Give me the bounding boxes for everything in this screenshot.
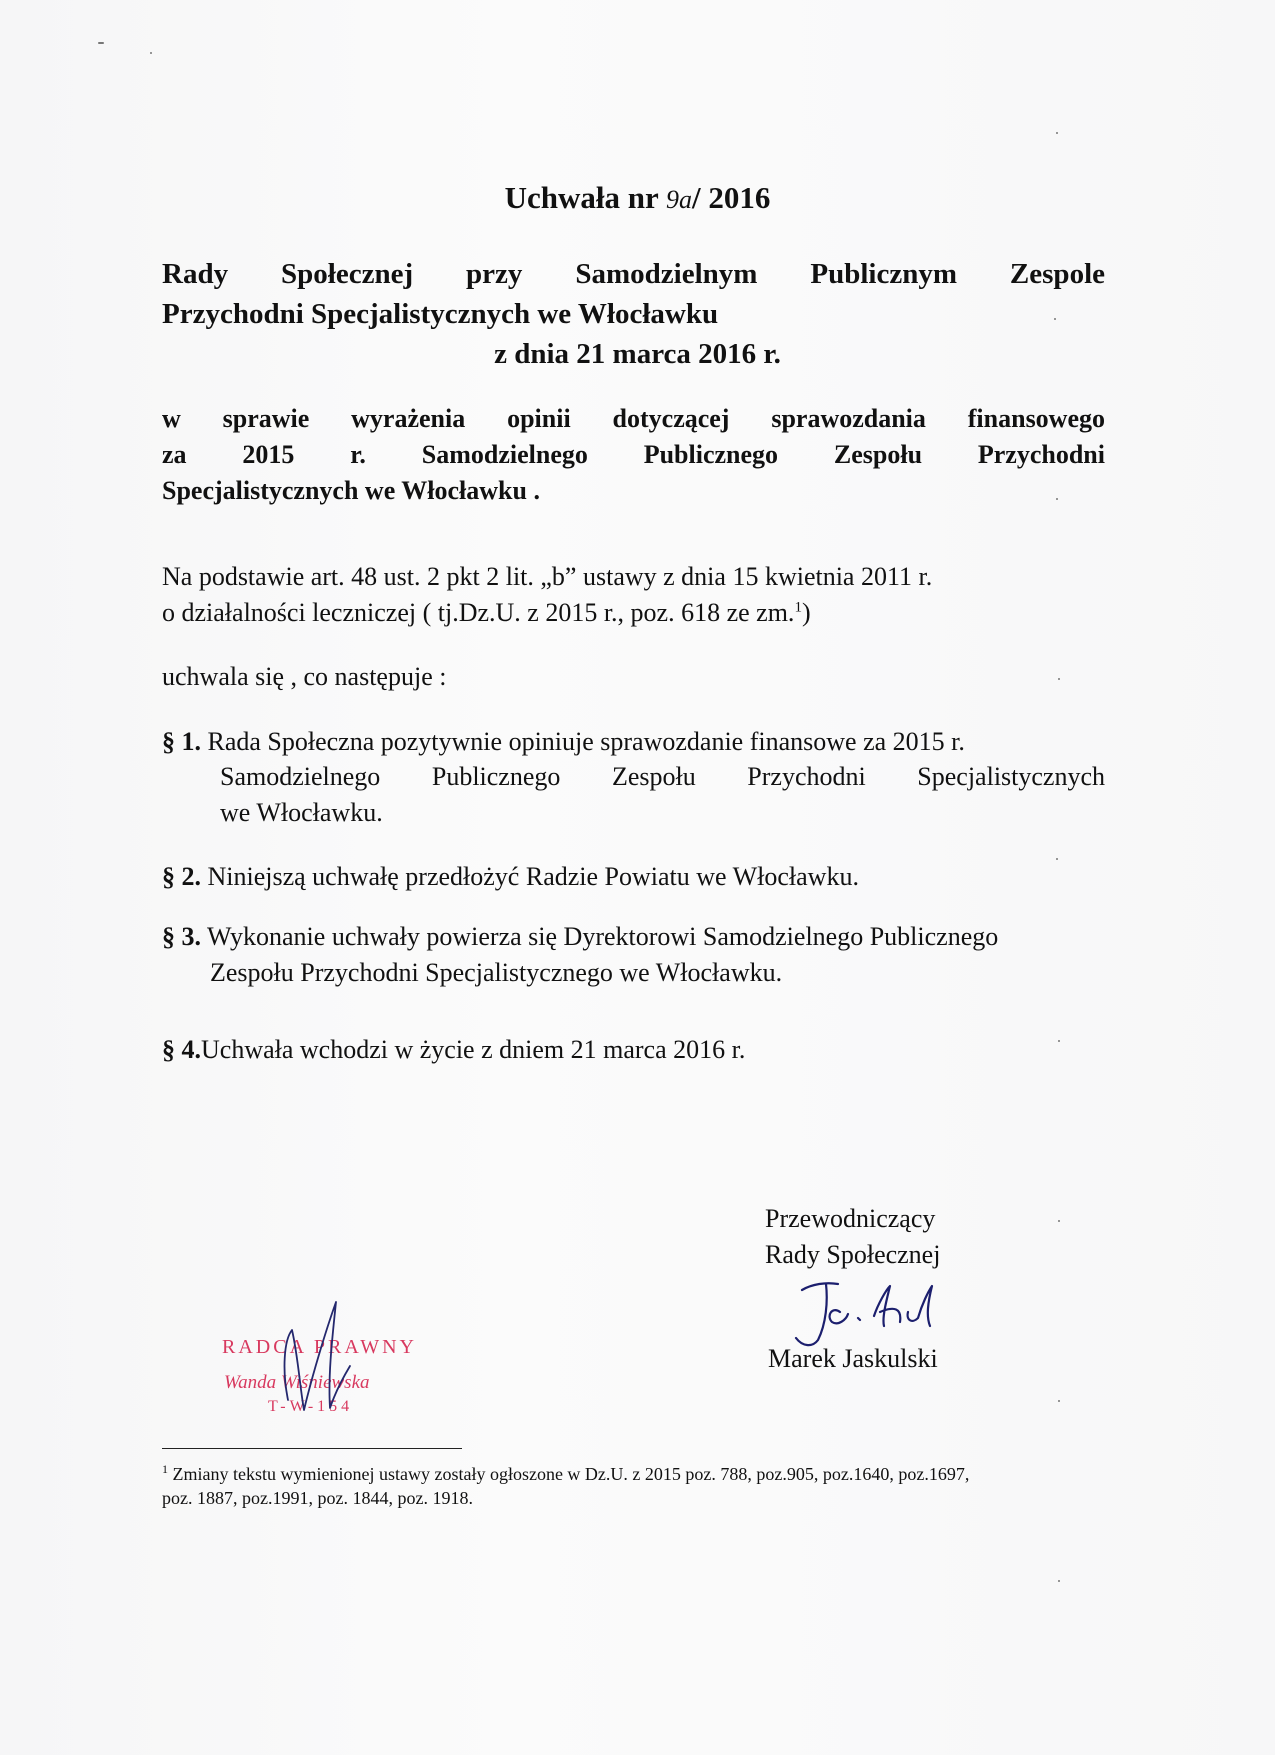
section-mark: § 4.	[162, 1035, 201, 1064]
section-mark: § 1.	[162, 727, 201, 756]
scan-speck	[1056, 498, 1058, 500]
scan-speck	[1056, 132, 1058, 134]
scan-speck	[1056, 858, 1058, 860]
scan-speck	[1058, 678, 1060, 680]
section-3	[162, 922, 998, 952]
resolution-title	[0, 180, 1275, 216]
resolution-date: z dnia 21 marca 2016 r.	[494, 338, 781, 370]
legal-basis-close: )	[801, 598, 811, 627]
footnote-reference: 1	[794, 599, 802, 616]
issuing-body-line-1: Rady Społecznej przy Samodzielnym Publicznym Zespole	[162, 258, 1105, 290]
signatory-name: Marek Jaskulski	[768, 1344, 938, 1373]
scan-speck	[1054, 318, 1056, 320]
scan-speck	[1058, 1400, 1060, 1402]
scan-speck	[98, 42, 104, 44]
section-text: Wykonanie uchwały powierza się Dyrektorowi Samodzielnego Publicznego	[207, 922, 999, 951]
stamp-number: T-W-154	[268, 1398, 354, 1415]
stamp-title: RADCA PRAWNY	[222, 1336, 417, 1358]
issuing-body-line-2: Przychodni Specjalistycznych we Włocławku	[162, 298, 719, 330]
stamp-name: Wanda Wiśniewska	[224, 1372, 370, 1393]
section-3-line-2: Zespołu Przychodni Specjalistycznego we Włocławku.	[210, 958, 783, 987]
handwritten-number: 9a	[665, 185, 692, 214]
section-text: Uchwała wchodzi w życie z dniem 21 marca 2016 r.	[201, 1035, 746, 1064]
legal-basis-line-2	[162, 598, 811, 628]
title-prefix: Uchwała nr	[504, 180, 666, 215]
section-1-line-2: Samodzielnego Publicznego Zespołu Przychodni Specjalistycznych	[220, 762, 1105, 791]
signatory-role-line-1: Przewodniczący	[765, 1204, 936, 1233]
section-4	[162, 1035, 745, 1065]
resolution-formula: uchwala się , co następuje :	[162, 662, 447, 691]
section-mark: § 2.	[162, 862, 201, 891]
subject-line-2: za 2015 r. Samodzielnego Publicznego Zespołu Przychodni	[162, 440, 1105, 469]
stamp-signature	[270, 1280, 360, 1430]
section-1	[162, 727, 965, 757]
scan-speck	[1058, 1220, 1060, 1222]
footnote-line-2: poz. 1887, poz.1991, poz. 1844, poz. 1918.	[162, 1488, 473, 1508]
scan-speck	[1058, 1580, 1060, 1582]
signatory-role-line-2: Rady Społecznej	[765, 1240, 941, 1269]
handwritten-signature	[782, 1268, 962, 1352]
footnote-separator	[162, 1448, 462, 1449]
section-text: Rada Społeczna pozytywnie opiniuje sprawozdanie finansowe za 2015 r.	[207, 727, 965, 756]
subject-line-3: Specjalistycznych we Włocławku .	[162, 476, 540, 505]
footnote-line-1	[162, 1462, 969, 1485]
scan-speck	[1058, 1040, 1060, 1042]
title-suffix: / 2016	[691, 180, 771, 215]
section-1-line-3: we Włocławku.	[220, 798, 383, 827]
section-mark: § 3.	[162, 922, 201, 951]
footnote-mark: 1	[162, 1462, 168, 1476]
subject-line-1: w sprawie wyrażenia opinii dotyczącej sprawozdania finansowego	[162, 404, 1105, 433]
footnote-text: Zmiany tekstu wymienionej ustawy zostały ogłoszone w Dz.U. z 2015 poz. 788, poz.905, poz.1640, poz.1697,	[172, 1464, 970, 1484]
section-text: Niniejszą uchwałę przedłożyć Radzie Powiatu we Włocławku.	[207, 862, 859, 891]
legal-basis-line-1: Na podstawie art. 48 ust. 2 pkt 2 lit. „b” ustawy z dnia 15 kwietnia 2011 r.	[162, 562, 933, 591]
scan-speck	[150, 52, 152, 54]
legal-basis-text: o działalności leczniczej ( tj.Dz.U. z 2015 r., poz. 618 ze zm.	[162, 598, 795, 627]
section-2	[162, 862, 859, 892]
